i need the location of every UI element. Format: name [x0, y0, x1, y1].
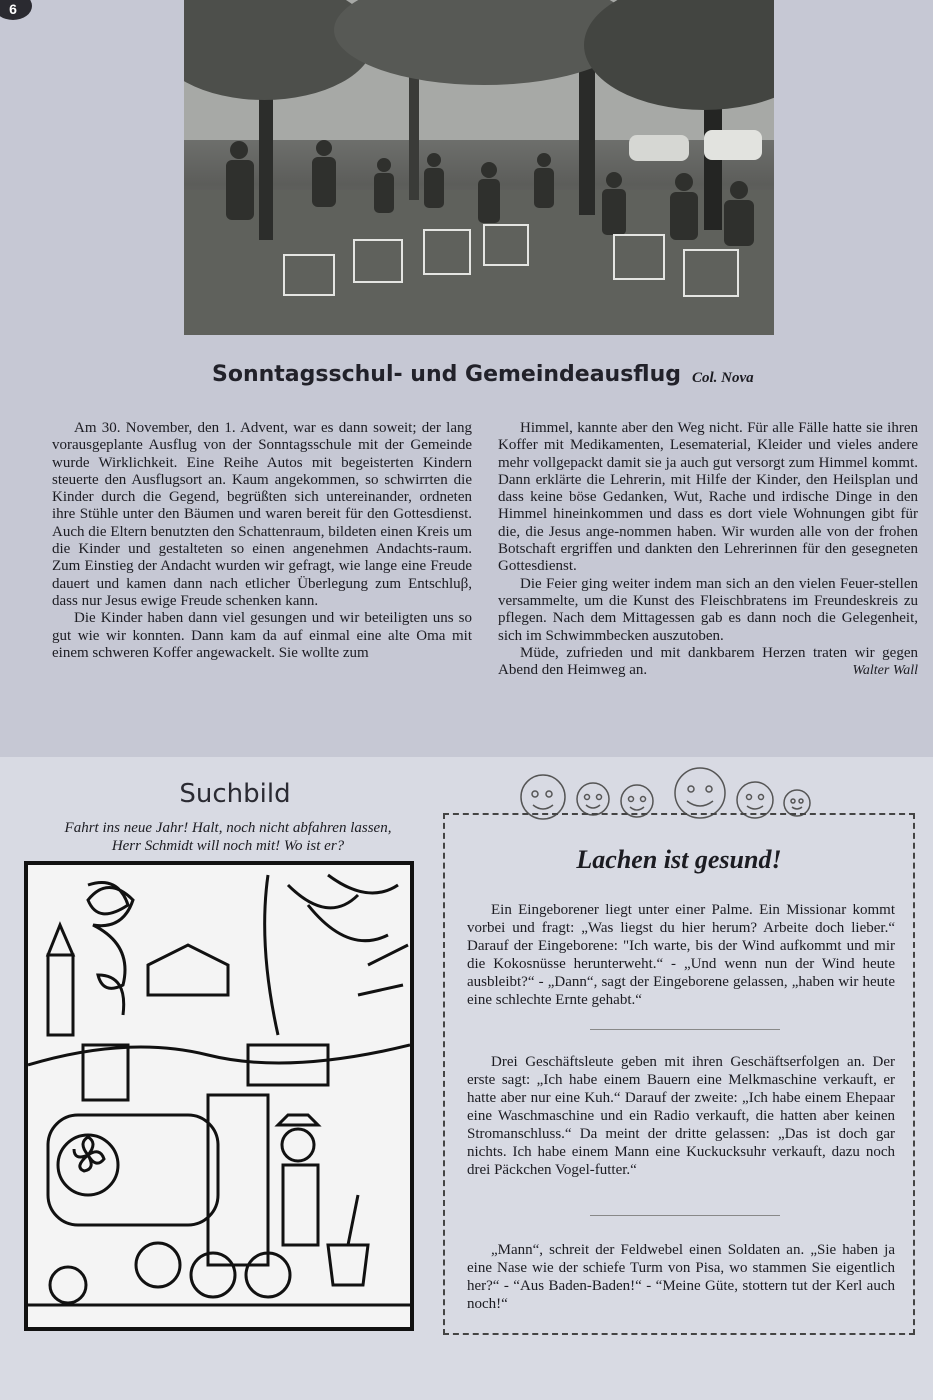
joke-item: Ein Eingeborener liegt unter einer Palme. Ein Missionar kommt vorbei und fragt: „Was liegst du hier herum? Arbeite doch lieber.“ Darauf der Eingeborene: "Ich warte, bis der Wind aufkommt und mir die Kokosnüsse herunterweht.“ - „Und wenn nun der Wind heute ausbleibt?“ - „Dann“, sagt der Eingeborene gelassen, „haben wir heute eine schlechte Ernte gehabt.“	[467, 902, 895, 1008]
jokes-box	[443, 813, 915, 1335]
suchbild-caption: Fahrt ins neue Jahr! Halt, noch nicht abfahren lassen, Herr Schmidt will noch mit! Wo ist er?	[64, 820, 392, 854]
joke-divider	[590, 1029, 780, 1030]
article-paragraph: Himmel, kannte aber den Weg nicht. Für alle Fälle hatte sie ihren Koffer mit Medikamenten, Lesematerial, Kleider und vieles andere mehr vollgepackt damit sie ja auch gut versorgt zum Himmel kommt. Dann erklärte die Lehrerin, mit Hilfe der Kinder, den Heilsplan und dass keine böse Gedanken, Wut, Rache und irdische Dinge in den Himmel hineinkommen und dass es dort viele Wohnungen gibt für die, die Jesus ange-nommen haben. Wir wurden alle von der frohen Botschaft ergriffen und dankten den Lehrerinnen für den gesegneten Gottesdienst.	[498, 420, 918, 575]
group-outdoor-photo-icon	[184, 0, 774, 335]
article-paragraph: Die Kinder haben dann viel gesungen und wir beteiligten uns so gut wie wir konnten. Dann kam da auf einmal eine alte Oma mit einem schweren Koffer angewackelt. Sie wollte zum	[52, 610, 472, 661]
joke-item: Drei Geschäftsleute geben mit ihren Geschäftserfolgen an. Der erste sagt: „Ich habe einem Bauern eine Melkmaschine verkauft, er hatte aber nur eine Kuh.“ Darauf der zweite: „Ich habe einem Ehepaar eine Waschmaschine und ein Radio verkauft, die hatten aber keinen Stromanschluss.“ Da meint der dritte gelassen: „Das ist doch gar nichts. Ich habe einem Mann eine Kuckucksuhr verkauft, dazu noch drei Päckchen Vogel-futter.“	[467, 1054, 895, 1178]
article-paragraph: Die Feier ging weiter indem man sich an den vielen Feuer-stellen versammelte, um die Kunst des Fleischbratens im Freundeskreis zu pflegen. Nach dem Mittagessen gab es dann noch die Gelegenheit, sich im Schwimmbecken auszutoben.	[498, 575, 918, 644]
puzzle-and-jokes-section	[0, 757, 933, 1400]
article-source: Col. Nova	[692, 370, 754, 386]
article-column-right	[498, 420, 918, 679]
article-column-left	[52, 420, 472, 662]
joke-divider	[590, 1215, 780, 1216]
article-signature: Walter Wall	[852, 663, 918, 679]
article-paragraph: Am 30. November, den 1. Advent, war es dann soweit; der lang vorausgeplante Ausflug von der Sonntagsschule mit der Gemeinde wurde Wirklichkeit. Eine Reihe Autos mit begeisterten Kindern steuerte den Ausflugsort an. Kaum angekommen, so schwirrten die Kinder durch die Gegend, begrüßten sich untereinander, ordneten ihre Stühle unter den Bäumen und waren bereit für den Gottesdienst. Auch die Eltern benutzten den Schattenraum, bildeten einen Kreis um die Kinder und gestalteten so einen angenehmen Andachts-raum. Zum Einstieg der Andacht wurden wir gefragt, wie lange eine Freude dauert und kamen dann nach etlicher Überlegung zum Entschluβ, dass nur Jesus ewige Freude schenken kann.	[52, 420, 472, 609]
article-title: Sonntagsschul- und Gemeindeausflug	[212, 362, 682, 387]
article-paragraph: Müde, zufrieden und mit dankbarem Herzen traten wir gegen Abend den Heimweg an. Walter Wall	[498, 644, 918, 679]
jokes-title: Lachen ist gesund!	[576, 845, 782, 874]
hidden-picture-train-icon	[24, 861, 414, 1331]
joke-item: „Mann“, schreit der Feldwebel einen Soldaten an. „Sie haben ja eine Nase wie der schiefe Turm von Pisa, wo stammen Sie eigentlich her?“ - “Aus Baden-Baden!“ - “Meine Güte, stottern tut der Kerl auch noch!“	[467, 1242, 895, 1312]
article-header	[0, 362, 933, 402]
suchbild-title: Suchbild	[179, 779, 291, 809]
page-number: 6	[0, 0, 32, 20]
